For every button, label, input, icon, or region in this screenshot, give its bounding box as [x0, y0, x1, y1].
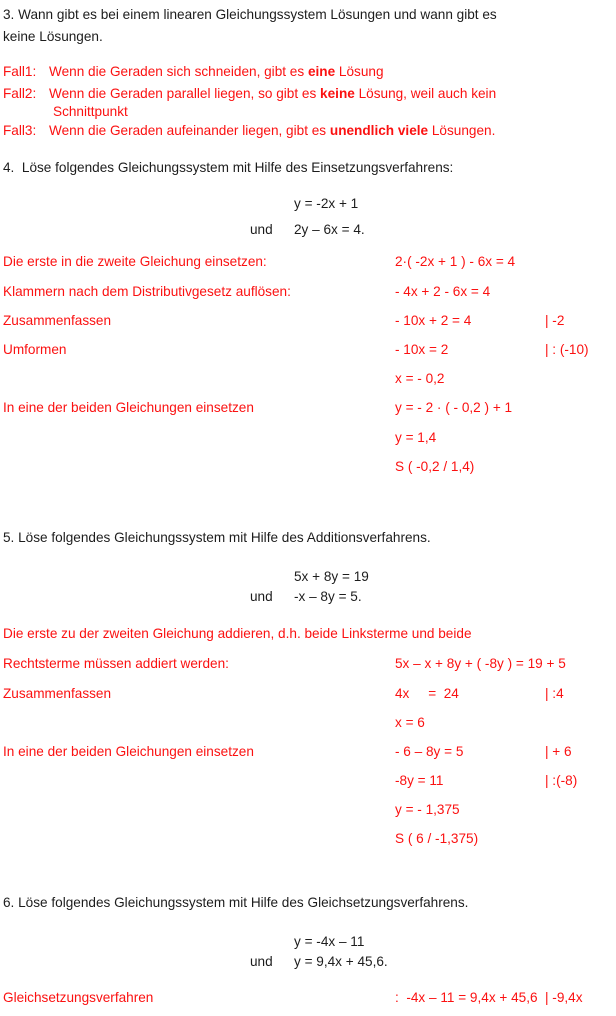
case-1-emphasis: eine: [307, 64, 336, 79]
q4-conjunction: und: [250, 222, 273, 237]
q6-equation-2: y = 9,4x + 45,6.: [294, 954, 388, 969]
q4-step-row: [0, 342, 616, 358]
q5-step-3-expr: x = 6: [395, 715, 425, 730]
q4-equation-2: 2y – 6x = 4.: [294, 222, 365, 237]
case-1-tag: Fall1:: [3, 64, 37, 79]
q5-step-row: [0, 744, 616, 760]
q6-heading: 6. Löse folgendes Gleichungssystem mit Hilfe des Gleichsetzungsverfahrens.: [3, 895, 469, 910]
q5-step-row: [0, 686, 616, 702]
case-2-continuation: Schnittpunkt: [53, 104, 128, 119]
q6-step-row: [0, 990, 616, 1006]
q4-step-row: [0, 313, 616, 329]
q5-step-2-label: Zusammenfassen: [3, 686, 112, 701]
q4-equation-1: y = -2x + 1: [294, 196, 359, 211]
q4-heading: 4. Löse folgendes Gleichungssystem mit Hilfe des Einsetzungsverfahrens:: [3, 160, 454, 175]
q4-step-4-expr: - 10x = 2: [395, 342, 449, 357]
q5-step-4-label: In eine der beiden Gleichungen einsetzen: [3, 744, 254, 759]
q5-step-2-op: | :4: [545, 686, 564, 701]
q4-step-4-op: | : (-10): [545, 342, 589, 357]
q6-step-1-expr: : -4x – 11 = 9,4x + 45,6: [395, 990, 538, 1005]
q4-step-row: [0, 430, 616, 446]
case-2-post: Lösung, weil auch kein: [354, 86, 497, 101]
q4-step-7-expr: y = 1,4: [395, 430, 437, 445]
q5-step-1-label: Rechtsterme müssen addiert werden:: [3, 656, 229, 671]
q4-step-2-expr: - 4x + 2 - 6x = 4: [395, 284, 491, 299]
q5-step-1-expr: 5x – x + 8y + ( -8y ) = 19 + 5: [395, 656, 566, 671]
q4-step-6-expr: y = - 2 · ( - 0,2 ) + 1: [395, 400, 513, 415]
q3-heading-line2: keine Lösungen.: [3, 29, 103, 44]
q5-step-5-expr: -8y = 11: [395, 773, 444, 788]
q3-heading-line1: 3. Wann gibt es bei einem linearen Gleichungssystem Lösungen und wann gibt es: [3, 7, 497, 22]
q4-step-3-op: | -2: [545, 313, 565, 328]
q4-step-row: [0, 459, 616, 475]
q5-step-row: [0, 715, 616, 731]
case-2-pre: Wenn die Geraden parallel liegen, so gibt es: [49, 86, 321, 101]
q4-step-4-label: Umformen: [3, 342, 67, 357]
q4-step-3-expr: - 10x + 2 = 4: [395, 313, 472, 328]
case-3-tag: Fall3:: [3, 123, 37, 138]
q4-step-row: [0, 284, 616, 300]
q5-step-row: [0, 802, 616, 818]
case-2-tag: Fall2:: [3, 86, 37, 101]
q4-step-1-label: Die erste in die zweite Gleichung einsetzen:: [3, 254, 267, 269]
q5-step-4-expr: - 6 – 8y = 5: [395, 744, 464, 759]
q4-step-8-expr: S ( -0,2 / 1,4): [395, 459, 475, 474]
q5-equation-1: 5x + 8y = 19: [294, 569, 369, 584]
q4-step-row: [0, 254, 616, 270]
case-3-pre: Wenn die Geraden aufeinander liegen, gibt es: [49, 123, 330, 138]
case-3-post: Lösungen.: [428, 123, 496, 138]
case-1-pre: Wenn die Geraden sich schneiden, gibt es: [49, 64, 308, 79]
q5-conjunction: und: [250, 589, 273, 604]
q6-conjunction: und: [250, 954, 273, 969]
q5-step-4-op: | + 6: [545, 744, 572, 759]
case-2-text: [49, 86, 496, 101]
q5-step-5-op: | :(-8): [545, 773, 578, 788]
q5-step-row: [0, 831, 616, 847]
case-3-emphasis: unendlich viele: [329, 123, 429, 138]
q5-step-row: [0, 773, 616, 789]
q5-step-row: [0, 656, 616, 672]
q6-step-1-label: Gleichsetzungsverfahren: [3, 990, 154, 1005]
q4-step-row: [0, 400, 616, 416]
q6-step-1-op: | -9,4x: [545, 990, 583, 1005]
q4-step-6-label: In eine der beiden Gleichungen einsetzen: [3, 400, 254, 415]
q5-equation-2: -x – 8y = 5.: [294, 589, 362, 604]
case-1-post: Lösung: [335, 64, 384, 79]
case-3-text: [49, 123, 495, 138]
q5-step-2-expr: 4x = 24: [395, 686, 459, 701]
q4-step-row: [0, 371, 616, 387]
q4-step-3-label: Zusammenfassen: [3, 313, 112, 328]
q5-intro-line1: Die erste zu der zweiten Gleichung addieren, d.h. beide Linksterme und beide: [3, 626, 472, 641]
q5-step-7-expr: S ( 6 / -1,375): [395, 831, 479, 846]
q5-heading: 5. Löse folgendes Gleichungssystem mit Hilfe des Additionsverfahrens.: [3, 530, 431, 545]
case-2-emphasis: keine: [320, 86, 355, 101]
q4-step-1-expr: 2·( -2x + 1 ) - 6x = 4: [395, 254, 516, 269]
q4-step-5-expr: x = - 0,2: [395, 371, 445, 386]
q4-step-2-label: Klammern nach dem Distributivgesetz auflösen:: [3, 284, 291, 299]
q6-equation-1: y = -4x – 11: [294, 934, 365, 949]
case-1-text: [49, 64, 384, 79]
q5-step-6-expr: y = - 1,375: [395, 802, 460, 817]
